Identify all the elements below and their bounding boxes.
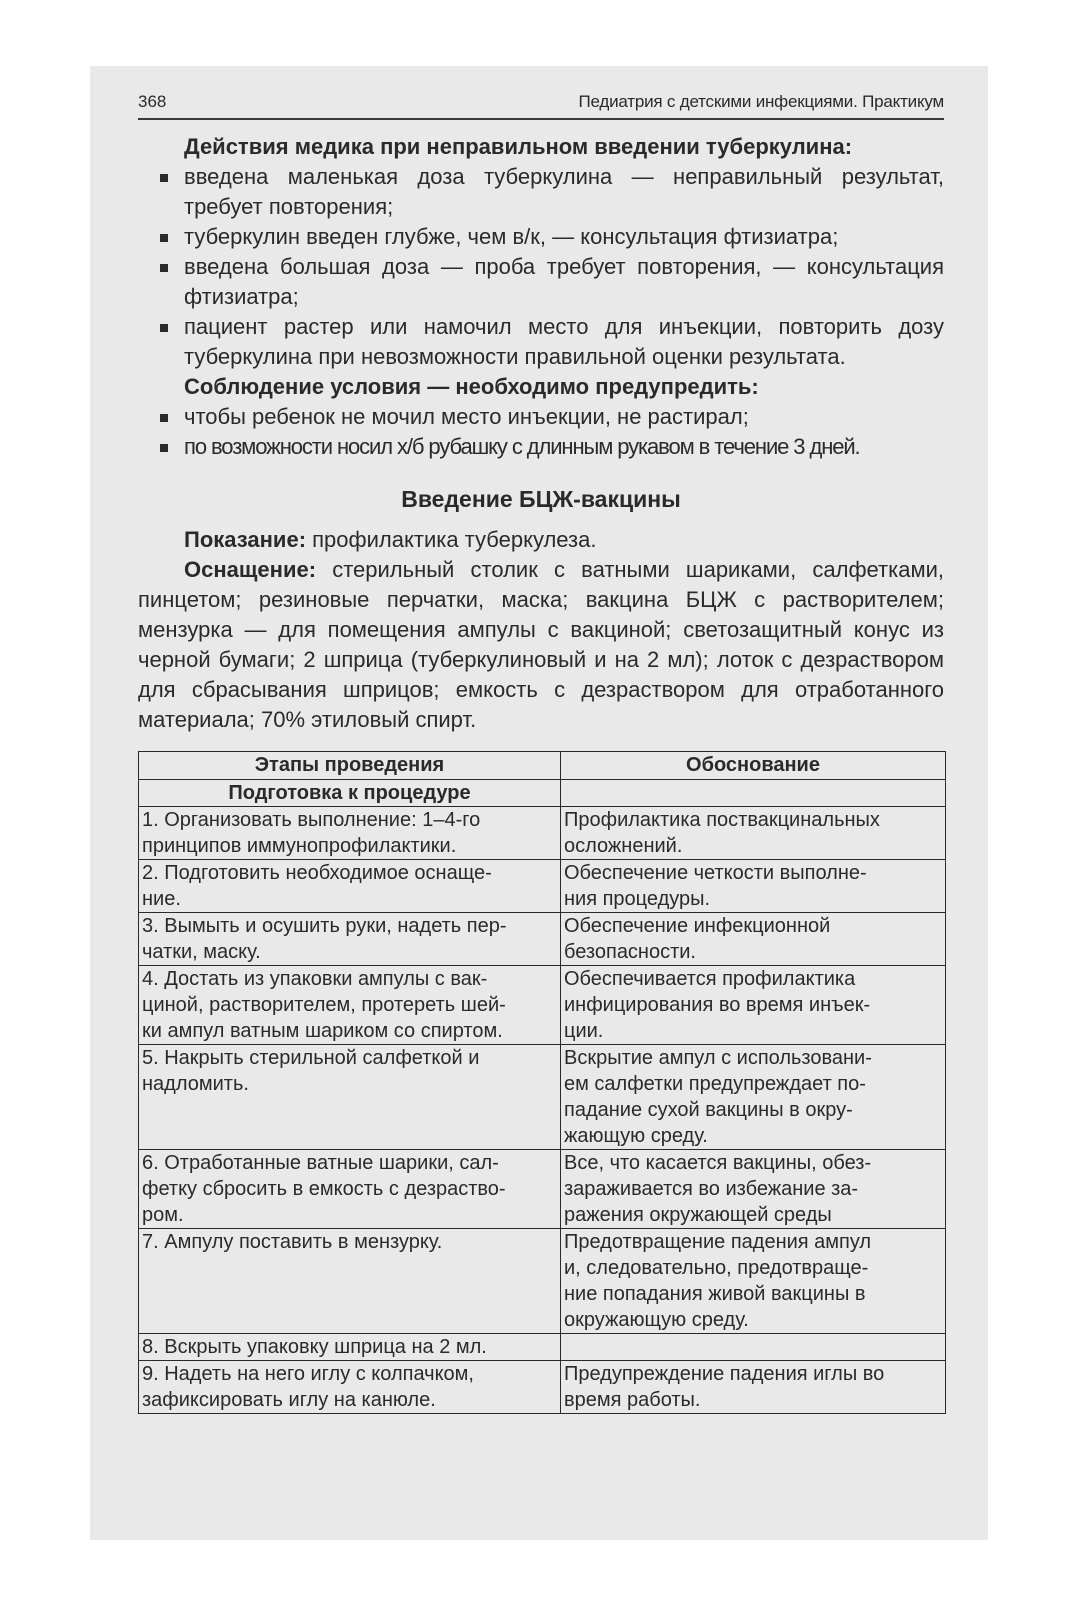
rationale-line: и, следовательно, предотвраще-: [564, 1257, 869, 1279]
table-row: [139, 807, 946, 860]
rationale-cell: [561, 1334, 946, 1361]
rationale-line: Предотвращение падения ампул: [564, 1231, 872, 1253]
rationale-line: ния процедуры.: [564, 888, 711, 910]
rationale-line: ции.: [564, 1020, 604, 1042]
step-line: 6. Отработанные ватные шарики, сал-: [142, 1152, 499, 1174]
step-line: 9. Надеть на него иглу с колпачком,: [142, 1363, 474, 1385]
table-row: [139, 913, 946, 966]
rationale-line: Профилактика поствакцинальных: [564, 809, 880, 831]
step-line: 4. Достать из упаковки ампулы с вак-: [142, 968, 488, 990]
table-row: [139, 860, 946, 913]
step-line: чатки, маску.: [142, 941, 261, 963]
step-line: 8. Вскрыть упаковку шприца на 2 мл.: [142, 1336, 487, 1358]
step-cell: [139, 913, 561, 966]
step-line: 7. Ампулу поставить в мензурку.: [142, 1231, 443, 1253]
rationale-line: Обеспечивается профилактика: [564, 968, 856, 990]
rationale-line: зараживается во избежание за-: [564, 1178, 859, 1200]
rationale-line: падание сухой вакцины в окру-: [564, 1099, 853, 1121]
list-item: по возможности носил х/б рубашку с длинным рукавом в течение 3 дней.: [138, 432, 944, 462]
step-line: 3. Вымыть и осушить руки, надеть пер-: [142, 915, 507, 937]
column-header-steps: Этапы проведения: [139, 752, 561, 780]
rationale-cell: [561, 1150, 946, 1229]
rationale-line: Все, что касается вакцины, обез-: [564, 1152, 872, 1174]
step-line: 1. Организовать выполнение: 1–4-го: [142, 809, 481, 831]
step-cell: [139, 860, 561, 913]
step-line: ние.: [142, 888, 181, 910]
equipment-paragraph: [138, 555, 944, 735]
rationale-line: осложнений.: [564, 835, 683, 857]
step-line: циной, растворителем, протереть шей-: [142, 994, 506, 1016]
list-item: введена большая доза — проба требует повторения, — консультация фтизиатра;: [138, 252, 944, 312]
step-line: 5. Накрыть стерильной салфеткой и: [142, 1047, 480, 1069]
step-cell: [139, 966, 561, 1045]
bullet-list-2: [138, 402, 944, 462]
rationale-line: Обеспечение инфекционной: [564, 915, 831, 937]
list-item: пациент растер или намочил место для инъекции, повторить дозу туберкулина при невозможности правильной оценки результата.: [138, 312, 944, 372]
rationale-cell: [561, 913, 946, 966]
section-tuberculin: [138, 132, 944, 462]
rationale-line: ние попадания живой вакцины в: [564, 1283, 866, 1305]
step-cell: [139, 1045, 561, 1150]
rationale-cell: [561, 1361, 946, 1414]
indication-paragraph: [138, 525, 944, 555]
book-page: [90, 66, 988, 1540]
step-line: надломить.: [142, 1073, 249, 1095]
step-line: 2. Подготовить необходимое оснаще-: [142, 862, 492, 884]
table-row: [139, 966, 946, 1045]
empty-cell: [561, 780, 946, 807]
rationale-line: Вскрытие ампул с использовани-: [564, 1047, 872, 1069]
rationale-line: Обеспечение четкости выполне-: [564, 862, 867, 884]
rationale-line: время работы.: [564, 1389, 701, 1411]
section-subheading: Соблюдение условия — необходимо предупредить:: [184, 374, 759, 399]
rationale-cell: [561, 1229, 946, 1334]
table-row: [139, 1334, 946, 1361]
table-group-row: [139, 780, 946, 807]
bullet-list: [138, 162, 944, 372]
table-row: [139, 1229, 946, 1334]
equipment-text: стерильный столик с ватными шариками, салфетками, пинцетом; резиновые перчатки, маска; вакцина БЦЖ с растворителем; мензурка — для помещения ампулы с вакциной; светозащитный конус из черной бумаги; 2 шприца (туберкулиновый и на 2 мл); лоток с дезраствором для сбрасывания шприцов; емкость с дезраствором для отработанного материала; 70% этиловый спирт.: [138, 557, 944, 732]
rationale-line: окружающую среду.: [564, 1309, 749, 1331]
equipment-label: Оснащение:: [184, 557, 317, 582]
step-cell: [139, 1229, 561, 1334]
rationale-line: жающую среду.: [564, 1125, 708, 1147]
step-cell: [139, 807, 561, 860]
step-cell: [139, 1361, 561, 1414]
column-header-rationale: Обоснование: [561, 752, 946, 780]
rationale-line: безопасности.: [564, 941, 696, 963]
running-header: [138, 92, 944, 120]
step-cell: [139, 1150, 561, 1229]
list-item: туберкулин введен глубже, чем в/к, — консультация фтизиатра;: [138, 222, 944, 252]
indication-text: профилактика туберкулеза.: [306, 527, 597, 552]
rationale-line: ем салфетки предупреждает по-: [564, 1073, 866, 1095]
rationale-line: Предупреждение падения иглы во: [564, 1363, 885, 1385]
section-title: Введение БЦЖ-вакцины: [401, 486, 681, 512]
table-row: [139, 1361, 946, 1414]
step-line: фетку сбросить в емкость с дезраство-: [142, 1178, 506, 1200]
procedure-table: [138, 751, 946, 1414]
table-header-row: [139, 752, 946, 780]
rationale-cell: [561, 860, 946, 913]
page-content: [138, 92, 944, 1414]
step-line: ки ампул ватным шариком со спиртом.: [142, 1020, 503, 1042]
section-bcg: [138, 525, 944, 735]
table-row: [139, 1045, 946, 1150]
section-heading: Действия медика при неправильном введении туберкулина:: [184, 134, 853, 159]
page-number: 368: [138, 92, 167, 111]
table-body: [139, 780, 946, 1414]
step-cell: [139, 1334, 561, 1361]
list-item: введена маленькая доза туберкулина — неправильный результат, требует повторения;: [138, 162, 944, 222]
rationale-cell: [561, 966, 946, 1045]
rationale-line: ражения окружающей среды: [564, 1204, 832, 1226]
step-line: ром.: [142, 1204, 184, 1226]
rationale-line: инфицирования во время инъек-: [564, 994, 871, 1016]
step-line: принципов иммунопрофилактики.: [142, 835, 457, 857]
book-title: Педиатрия с детскими инфекциями. Практикум: [578, 92, 944, 111]
rationale-cell: [561, 1045, 946, 1150]
step-line: зафиксировать иглу на канюле.: [142, 1389, 436, 1411]
table-row: [139, 1150, 946, 1229]
indication-label: Показание:: [184, 527, 307, 552]
list-item: чтобы ребенок не мочил место инъекции, не растирал;: [138, 402, 944, 432]
group-title: Подготовка к процедуре: [139, 780, 561, 807]
rationale-cell: [561, 807, 946, 860]
